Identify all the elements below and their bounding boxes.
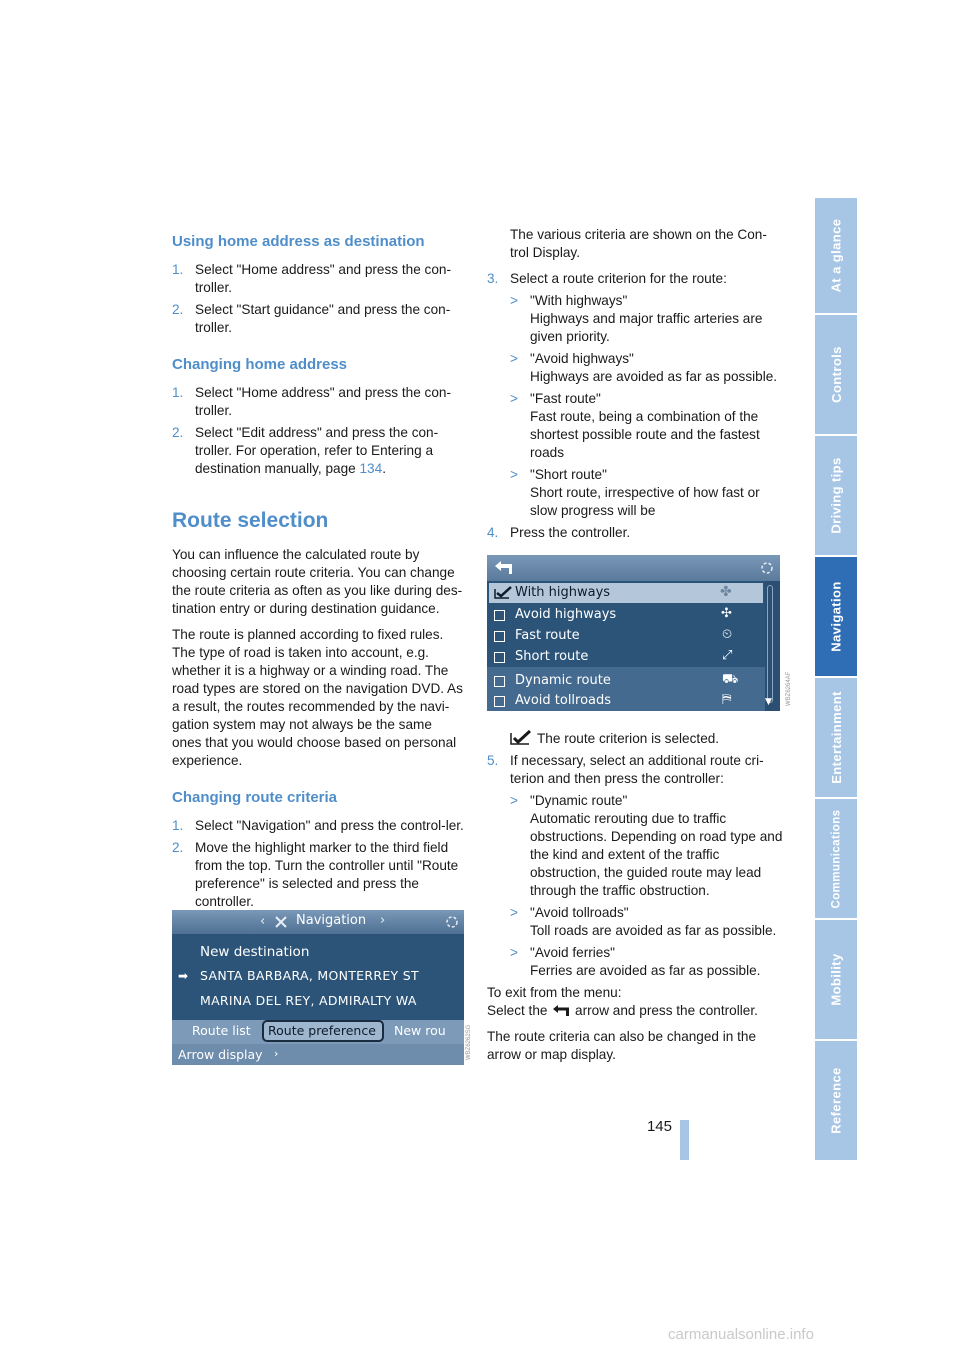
heading-change-criteria: Changing route criteria <box>172 789 338 806</box>
highway-icon: ✤ <box>720 584 732 600</box>
checkbox-icon[interactable] <box>494 652 505 663</box>
figure-code: WBZ6264AF <box>786 671 792 706</box>
checkbox-icon[interactable] <box>494 631 505 642</box>
sidebar-tab-mobility[interactable]: Mobility <box>815 920 857 1041</box>
tab-route-list[interactable]: Route list <box>192 1023 251 1038</box>
destination-item[interactable]: SANTA BARBARA, MONTERREY ST <box>200 968 419 983</box>
criteria-list <box>510 292 783 520</box>
page-marker <box>680 1120 689 1160</box>
sidebar-tab-controls[interactable]: Controls <box>815 315 857 436</box>
clock-icon: ⏲ <box>722 627 733 642</box>
heading-route-selection: Route selection <box>172 509 329 532</box>
selected-note: The route criterion is selected. <box>487 730 783 748</box>
step: 1. Select "Navigation" and press the control-ler. <box>172 818 464 833</box>
paragraph: The route is planned according to fixed rules. The type of road is taken into account, e.g. whether it is a highway or a winding road. The road types are stored on the navigation DVD. As a result, the routes recommended by the navi-gation system may not always be the same ones that you would choose based on personal experience. <box>172 627 463 768</box>
sidebar-tab-navigation[interactable]: Navigation <box>815 557 857 678</box>
page-number: 145 <box>646 1118 672 1135</box>
page-reference-link[interactable]: 134 <box>359 461 383 476</box>
checkbox-icon[interactable] <box>494 696 505 707</box>
criteria-list <box>510 792 783 980</box>
criterion-avoid-tollroads[interactable]: Avoid tollroads <box>515 693 612 708</box>
controller-icon <box>444 914 460 930</box>
criterion-fast-route[interactable]: Fast route <box>515 628 580 643</box>
right-arrow-icon: › <box>380 913 386 928</box>
sidebar-tab-driving-tips[interactable]: Driving tips <box>815 436 857 557</box>
checkmark-icon <box>493 586 513 600</box>
chevron-right-icon: › <box>274 1047 279 1060</box>
tollroad-icon: ⛿ <box>722 692 732 707</box>
step: 4. Press the controller. <box>487 525 631 540</box>
step: 1. Select "Home address" and press the con-troller. <box>172 385 451 418</box>
arrow-display-item[interactable]: Arrow display <box>178 1047 263 1062</box>
figure-code: WBZ6262SG <box>466 1024 472 1060</box>
list-item: > "Fast route" Fast route, being a combination of the shortest possible route and the fastest roads <box>510 391 760 460</box>
sidebar-tab-reference[interactable]: Reference <box>828 1067 844 1134</box>
paragraph: To exit from the menu: <box>487 985 622 1000</box>
paragraph: The various criteria are shown on the Con-trol Display. <box>510 227 767 260</box>
scroll-down-icon[interactable]: ▼ <box>765 697 772 707</box>
paragraph: The route criteria can also be changed in the arrow or map display. <box>487 1029 757 1062</box>
criterion-short-route[interactable]: Short route <box>515 649 589 664</box>
avoid-highway-icon: ✣ <box>721 606 732 621</box>
sidebar-tab-entertainment[interactable]: Entertainment <box>815 678 857 799</box>
chapter-sidebar <box>815 198 857 1160</box>
screen-title: Navigation <box>296 913 367 928</box>
list-item: > "Avoid tollroads" Toll roads are avoided as far as possible. <box>510 905 777 938</box>
route-criteria-screen <box>487 555 780 711</box>
sidebar-tab-at-a-glance[interactable]: At a glance <box>815 198 857 315</box>
checkbox-icon[interactable] <box>494 676 505 687</box>
back-arrow-icon[interactable] <box>493 560 515 576</box>
paragraph: Select the arrow and press the controller. <box>487 1003 758 1018</box>
screen-header <box>487 555 780 581</box>
navigation-menu-screen <box>172 910 464 1065</box>
scrollbar[interactable] <box>767 585 773 703</box>
step: 3. Select a route criterion for the route: <box>487 271 727 286</box>
list-item: > "Short route" Short route, irrespective of how fast or slow progress will be <box>510 467 760 518</box>
tab-route-preference[interactable]: Route preference <box>268 1023 376 1038</box>
navigation-icon <box>274 915 288 929</box>
checkbox-icon[interactable] <box>494 610 505 621</box>
controller-icon <box>759 560 775 576</box>
left-arrow-icon: ‹ <box>260 914 266 929</box>
back-arrow-icon <box>551 1004 571 1018</box>
tab-new-route[interactable]: New rou <box>394 1023 446 1038</box>
step: 2. Select "Edit address" and press the con-troller. For operation, refer to Entering a destination manually, page 134. <box>172 425 439 476</box>
sidebar-tab-communications[interactable]: Communications <box>815 799 857 920</box>
heading-home-destination: Using home address as destination <box>172 233 425 250</box>
list-item: > "Dynamic route" Automatic rerouting due to traffic obstructions. Depending on road type and the kind and extent of the traffic obstruction, the guided route may lead through the traffic obstruction. <box>510 793 783 898</box>
criterion-dynamic-route[interactable]: Dynamic route <box>515 673 611 688</box>
criterion-avoid-highways[interactable]: Avoid highways <box>515 607 617 622</box>
footer-watermark: carmanualsonline.info <box>668 1326 814 1343</box>
route-arrow-icon: ➡ <box>178 969 189 983</box>
traffic-icon: ⛟ <box>722 672 739 687</box>
list-item: > "With highways" Highways and major traffic arteries are given priority. <box>510 293 763 344</box>
step: 1. Select "Home address" and press the con-troller. <box>172 262 451 295</box>
step: 5. If necessary, select an additional route cri-terion and then press the controller: <box>487 753 764 786</box>
left-column <box>172 226 464 915</box>
short-route-icon: ⤢ <box>722 648 733 663</box>
list-item: > "Avoid highways" Highways are avoided as far as possible. <box>510 351 778 384</box>
new-destination-item[interactable]: New destination <box>200 944 310 960</box>
paragraph: You can influence the calculated route by choosing certain route criteria. You can change the route criteria as often as you like during des-tination entry or during destination guidance. <box>172 547 463 616</box>
checkmark-icon <box>509 730 533 746</box>
heading-change-home: Changing home address <box>172 356 348 373</box>
step: 2. Move the highlight marker to the third field from the top. Turn the controller until "Route preference" is selected and press the controller. <box>172 840 459 909</box>
list-item: > "Avoid ferries" Ferries are avoided as far as possible. <box>510 945 761 978</box>
criterion-with-highways[interactable]: With highways <box>515 585 611 600</box>
destination-item[interactable]: MARINA DEL REY, ADMIRALTY WA <box>200 993 417 1008</box>
step: 2. Select "Start guidance" and press the con-troller. <box>172 302 451 335</box>
